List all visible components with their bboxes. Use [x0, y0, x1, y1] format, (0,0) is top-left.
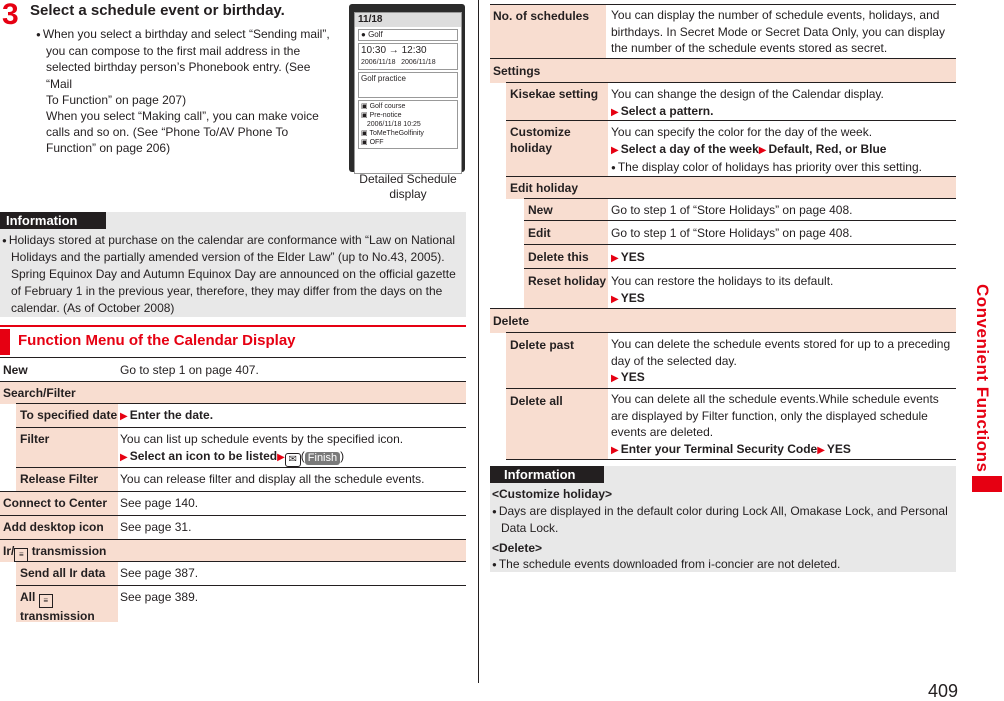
phone-detail-label: OFF: [369, 139, 384, 146]
side-tab-label: Convenient Functions: [973, 284, 992, 473]
section-heading: [0, 325, 466, 357]
row-desc: ▶ Enter the date.: [120, 407, 213, 426]
row-desc: [611, 336, 950, 388]
row-header: Settings: [493, 64, 541, 78]
row-header: New: [3, 363, 28, 377]
info-label: Information: [0, 212, 106, 229]
row-header: Add desktop icon: [3, 520, 104, 534]
ir-transmission-icon: ≡: [39, 594, 53, 608]
step-body: [36, 26, 336, 157]
desc-line: You can delete all the schedule events.While schedule events: [611, 392, 939, 406]
phone-detail-label: Golf course: [369, 103, 406, 110]
ir-label: Ir/: [3, 544, 15, 558]
row-desc: [611, 86, 884, 121]
table-row: [16, 585, 466, 622]
desc-line: You can restore the holidays to its default.: [611, 274, 834, 288]
step-body-line: calls and so on. (See “Phone To/AV Phone To: [46, 125, 289, 140]
table-row: [0, 539, 466, 562]
left-function-table: [0, 357, 466, 623]
row-header: Edit: [528, 226, 551, 240]
desc-action: ▶ Select a pattern.: [611, 103, 884, 122]
table-row: [506, 332, 956, 389]
row-header: [510, 124, 571, 156]
phone-caption-line: display: [389, 187, 427, 201]
phone-detail-row: ▣ ToMeTheGolfinity: [361, 130, 424, 137]
desc-line: the number of the schedule events stored as secret.: [611, 41, 888, 55]
table-row: [16, 467, 466, 492]
desc-line: You can list up schedule events by the specified icon.: [120, 432, 404, 446]
row-header: Delete: [493, 314, 530, 328]
row-header: Filter: [20, 432, 50, 446]
desc-line: are displayed by Filter function, only the displayed schedule: [611, 408, 928, 423]
step-body-line: you can compose to the first mail address in the: [46, 44, 301, 59]
step-number: 3: [2, 0, 19, 31]
row-desc: [611, 124, 922, 177]
ir-label-2: transmission: [31, 544, 107, 558]
row-desc: [611, 273, 833, 308]
desc-line: You can specify the color for the day of the week.: [611, 125, 873, 139]
ir-transmission-icon: ≡: [14, 548, 28, 562]
phone-tag-label: Golf: [368, 30, 383, 39]
table-row: [16, 561, 466, 586]
phone-detail-row: ▣ Pre-notice: [361, 112, 402, 119]
row-header: To specified date: [20, 408, 118, 422]
info-heading: <Customize holiday>: [492, 487, 613, 501]
table-row: [524, 244, 956, 269]
row-header: Kisekae setting: [510, 87, 599, 101]
finish-key-icon: Finish: [305, 452, 340, 465]
desc-action-part: ▶ Select a day of the week: [611, 142, 759, 156]
row-header: Delete all: [510, 394, 563, 408]
all-label: All: [20, 590, 36, 604]
step-title: Select a schedule event or birthday.: [30, 2, 285, 19]
table-row: [16, 403, 466, 428]
phone-tag: ● Golf: [358, 29, 458, 41]
table-row: [0, 515, 466, 540]
info-line: Holidays and the partially amended version of the Elder Law” (up to No.43, 2005).: [11, 250, 445, 264]
phone-caption: [352, 172, 464, 202]
row-desc: See page 31.: [120, 520, 192, 534]
table-row: [524, 198, 956, 221]
desc-action: ▶ YES: [611, 369, 950, 388]
row-desc: See page 387.: [120, 566, 199, 580]
side-tab: [972, 284, 1002, 492]
info-box-right: [490, 466, 956, 572]
table-row: [490, 58, 956, 83]
row-desc: See page 140.: [120, 496, 199, 510]
phone-detail-label: ToMeTheGolfinity: [369, 130, 424, 137]
phone-end-date: 2006/11/18: [401, 59, 436, 66]
row-desc: Go to step 1 of “Store Holidays” on page 408.: [611, 203, 853, 217]
desc-line: You can display the number of schedule events, holidays, and: [611, 8, 940, 22]
header-line: holiday: [510, 141, 553, 155]
phone-end-time: 12:30: [401, 45, 427, 56]
row-desc: [611, 7, 956, 57]
info-label: Information: [490, 466, 604, 483]
row-header: [20, 589, 95, 624]
phone-detail-label: 2006/11/18 10:25: [366, 121, 421, 128]
phone-details: [358, 100, 458, 149]
row-desc: You can release filter and display all the schedule events.: [120, 472, 425, 486]
row-header: Connect to Center: [3, 496, 108, 510]
info-line: calendar. (As of October 2008): [11, 301, 175, 315]
row-header: Send all Ir data: [20, 566, 106, 580]
info-line: Spring Equinox Day and Autumn Equinox Day are announced on the official gazette: [11, 267, 456, 281]
info-heading: <Delete>: [492, 540, 543, 555]
desc-action-part: ▶ Default, Red, or Blue: [759, 142, 887, 156]
row-header: Delete past: [510, 338, 575, 352]
row-header: Edit holiday: [510, 181, 579, 195]
table-row: [506, 176, 956, 199]
row-header: New: [528, 203, 553, 217]
info-line: ● The schedule events downloaded from i-concier are not deleted.: [492, 556, 954, 574]
table-row: [524, 268, 956, 309]
column-divider: [478, 0, 479, 683]
table-row: [0, 357, 466, 382]
row-desc: Go to step 1 on page 407.: [120, 363, 259, 377]
phone-start-time: 10:30: [361, 45, 387, 56]
transmission-label: transmission: [20, 609, 95, 623]
phone-detail-label: Pre-notice: [369, 112, 402, 119]
step-body-line: To Function” on page 207): [46, 92, 187, 107]
info-line: ● Holidays stored at purchase on the calendar are conformance with “Law on National: [2, 232, 464, 249]
info-line: of February 1 in the previous year, therefore, they may differ from the days on the: [11, 284, 443, 298]
table-row: [524, 220, 956, 245]
info-text: [2, 232, 464, 317]
row-header: Release Filter: [20, 472, 99, 486]
step-body-line: When you select “Making call”, you can make voice: [46, 109, 319, 124]
desc-action: ▶ YES: [611, 290, 833, 309]
step-body-line: Function” on page 206): [46, 141, 171, 156]
phone-caption-line: Detailed Schedule: [359, 172, 457, 186]
info-line: Data Lock.: [501, 521, 559, 535]
table-row: [16, 427, 466, 468]
right-function-table: [490, 4, 956, 458]
row-header: No. of schedules: [493, 9, 590, 23]
section-title: Function Menu of the Calendar Display: [18, 332, 296, 349]
row-header: Reset holiday: [528, 274, 607, 288]
phone-detail-row: ▣ OFF: [361, 139, 384, 146]
step-body-line: selected birthday person’s Phonebook entry. (See “Mail: [46, 60, 311, 91]
row-desc: [120, 431, 465, 467]
desc-line: birthdays. In Secret Mode or Secret Data Only, you can display: [611, 24, 945, 39]
row-header: Search/Filter: [3, 386, 76, 400]
desc-line: ▶ Select an icon to be listed▶ ✉ ( Finish ): [120, 448, 465, 467]
phone-detail-row: [361, 120, 455, 129]
row-desc: ▶ YES: [611, 249, 645, 268]
phone-times: 10:30 → 12:30 2006/11/18 2006/11/18: [358, 43, 458, 70]
phone-start-date: 2006/11/18: [361, 59, 396, 66]
mail-key-icon: ✉: [285, 453, 301, 467]
table-row: [490, 4, 956, 59]
side-tab-bar: [972, 476, 1002, 492]
desc-line: ● The display color of holidays has priority over this setting.: [611, 159, 922, 177]
phone-date: 11/18: [355, 13, 461, 27]
phone-title: Golf practice: [358, 72, 458, 98]
row-header: Delete this: [528, 250, 589, 264]
page-number: 409: [927, 681, 958, 701]
desc-line: You can delete the schedule events stored for up to a preceding: [611, 337, 951, 351]
phone-detail-row: ▣ Golf course: [361, 103, 406, 110]
info-text: [492, 486, 954, 574]
step-body-line: ● When you select a birthday and select “Sending mail”,: [36, 26, 336, 43]
row-desc: See page 389.: [120, 590, 199, 604]
table-row: [0, 491, 466, 516]
desc-action-part: ▶ Enter your Terminal Security Code: [611, 442, 817, 456]
desc-line: You can shange the design of the Calendar display.: [611, 87, 884, 101]
table-row: [0, 381, 466, 404]
row-header: [3, 543, 106, 562]
table-row: [506, 388, 956, 460]
header-line: Customize: [510, 125, 571, 139]
table-row: [490, 308, 956, 333]
desc-action-part: ▶ YES: [817, 442, 851, 456]
phone-screen: [354, 12, 462, 174]
row-desc: Go to step 1 of “Store Holidays” on page 408.: [611, 226, 853, 240]
info-box-left: [0, 212, 466, 317]
desc-action: ▶ Select an icon to be listed: [120, 449, 277, 463]
desc-line: events are deleted.: [611, 425, 714, 439]
desc-action: [611, 141, 922, 160]
info-line: ● Days are displayed in the default color during Lock All, Omakase Lock, and Personal: [492, 503, 954, 521]
desc-line: day of the selected day.: [611, 353, 737, 368]
phone-screenshot: [349, 4, 465, 172]
desc-action: [611, 441, 939, 460]
table-row: [506, 120, 956, 177]
row-desc: [611, 391, 939, 459]
table-row: [506, 82, 956, 121]
section-bar: [0, 329, 10, 355]
